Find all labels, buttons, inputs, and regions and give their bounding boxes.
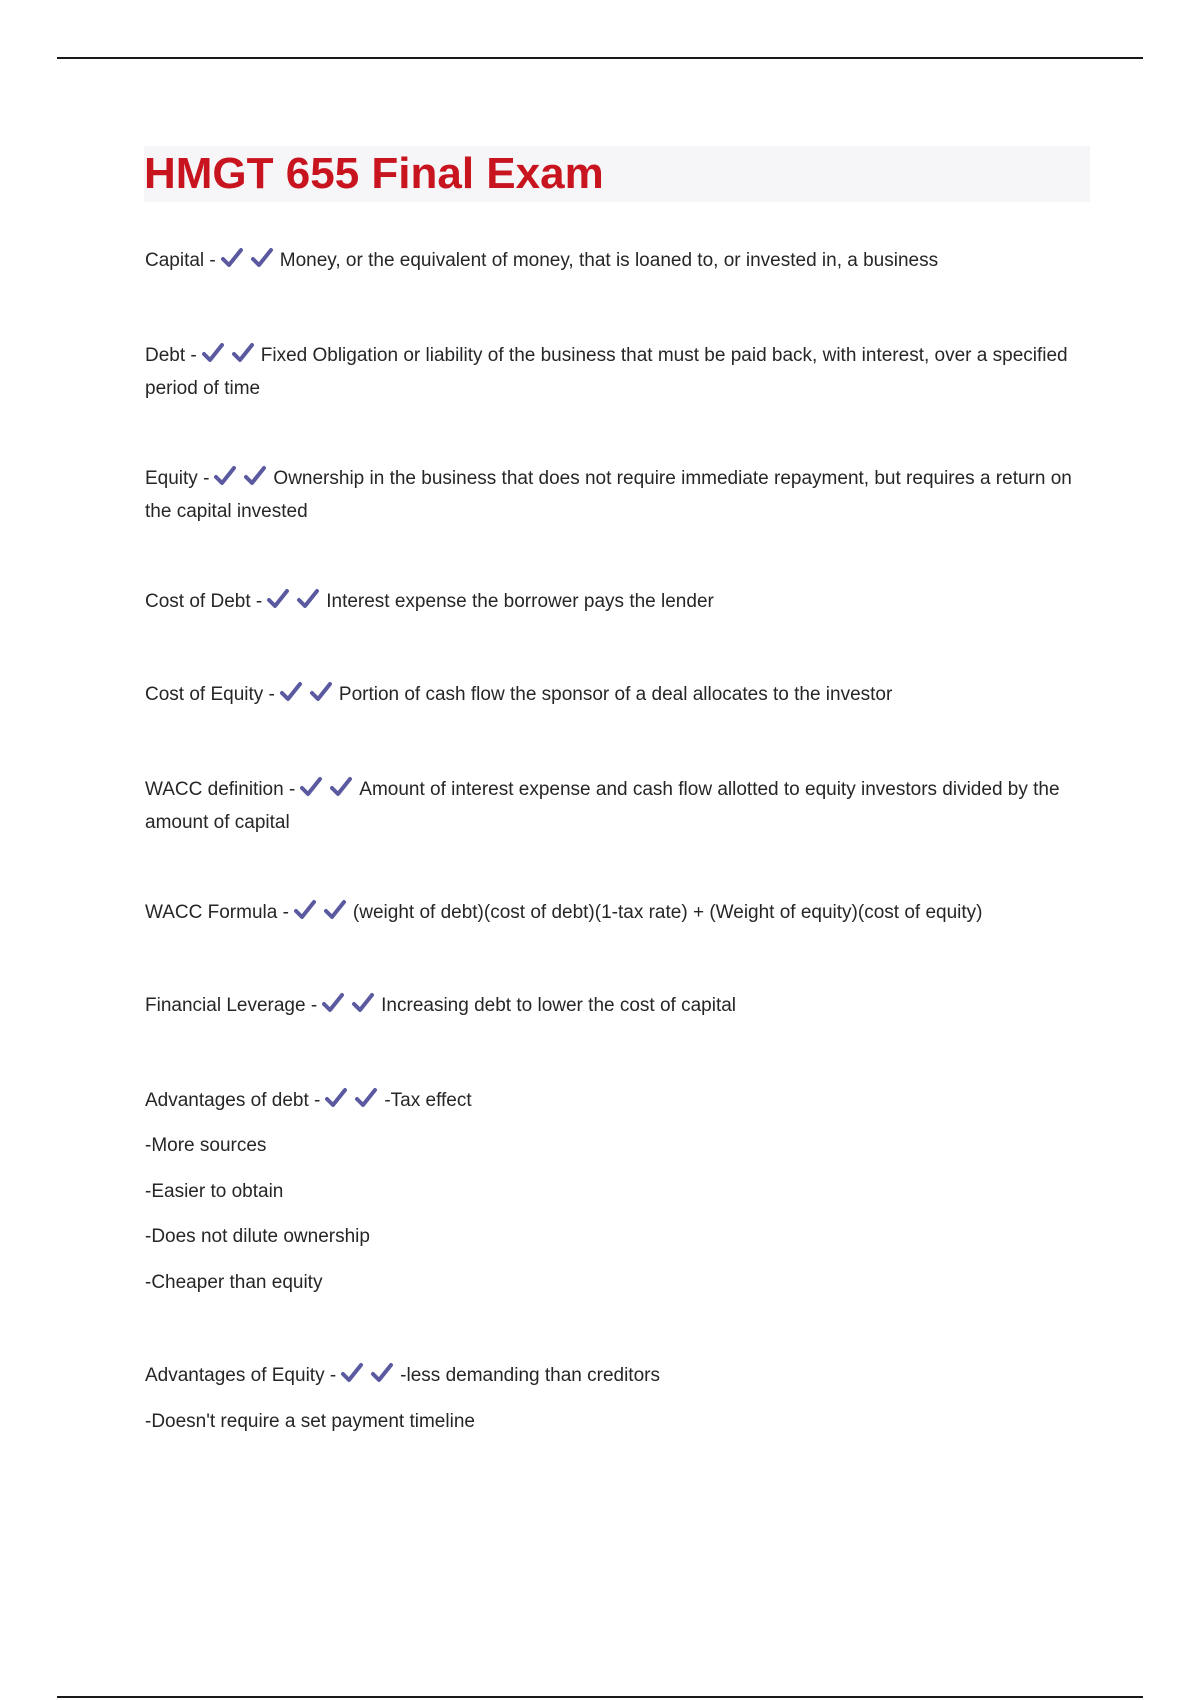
entry-definition: Money, or the equivalent of money, that is loaned to, or invested in, a business [279,250,939,271]
title-band [144,146,1090,202]
entry-term: Cost of Equity - [145,684,275,705]
entry-advantages-of-debt [145,1086,1075,1119]
double-check-icon [321,992,377,1024]
entry-financial-leverage [145,991,1075,1024]
list-item: -Does not dilute ownership [145,1226,370,1247]
entry-definition: Fixed Obligation or liability of the business that must be paid back, with interest, over a specified period of time [145,345,1068,399]
double-check-icon [340,1362,396,1394]
entry-definition: -less demanding than creditors [400,1365,660,1386]
entry-definition: Amount of interest expense and cash flow allotted to equity investors divided by the amount of capital [145,779,1060,833]
list-item: -Doesn't require a set payment timeline [145,1411,475,1432]
double-check-icon [299,776,355,808]
entry-term: Financial Leverage - [145,995,318,1016]
entry-definition: (weight of debt)(cost of debt)(1-tax rate) + (Weight of equity)(cost of equity) [352,902,983,923]
page-title: HMGT 655 Final Exam [144,149,604,198]
entry-term: WACC Formula - [145,902,289,923]
double-check-icon [213,465,269,497]
double-check-icon [324,1087,380,1119]
entry-cost-of-equity [145,680,1075,713]
top-rule [57,57,1143,59]
list-item: -Easier to obtain [145,1181,284,1202]
entry-debt [145,341,1075,404]
double-check-icon [220,247,276,279]
entry-term: Advantages of Equity - [145,1365,337,1386]
entry-equity [145,464,1075,527]
bottom-rule [57,1696,1143,1698]
list-item: -Cheaper than equity [145,1272,323,1293]
double-check-icon [279,681,335,713]
entry-wacc-formula [145,898,1075,931]
entry-term: WACC definition - [145,779,296,800]
entry-capital [145,246,1075,279]
entry-definition: Portion of cash flow the sponsor of a deal allocates to the investor [338,684,893,705]
double-check-icon [293,899,349,931]
entry-term: Debt - [145,345,197,366]
entry-definition: Increasing debt to lower the cost of capital [381,995,737,1016]
entry-wacc-definition [145,775,1075,838]
entry-term: Advantages of debt - [145,1090,321,1111]
double-check-icon [201,342,257,374]
entry-term: Equity - [145,468,210,489]
entry-term: Cost of Debt - [145,591,263,612]
entry-term: Capital - [145,250,216,271]
list-item: -More sources [145,1135,267,1156]
entry-definition: Interest expense the borrower pays the lender [326,591,714,612]
entry-definition: -Tax effect [384,1090,472,1111]
entry-definition: Ownership in the business that does not require immediate repayment, but requires a return on the capital invested [145,468,1072,522]
entry-advantages-of-equity [145,1361,1075,1394]
double-check-icon [266,588,322,620]
entry-cost-of-debt [145,587,1075,620]
